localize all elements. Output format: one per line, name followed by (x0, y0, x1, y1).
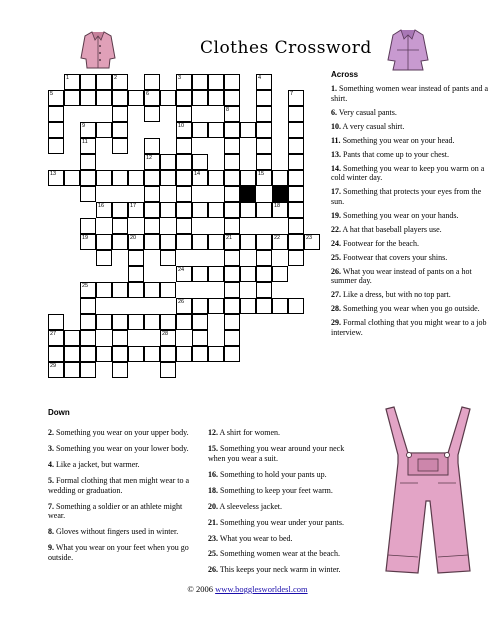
clue-text: A hat that baseball players use. (341, 224, 442, 234)
clue-number: 18 (274, 202, 281, 209)
clue-number-label: 9. (48, 543, 54, 553)
clue-number: 16 (98, 202, 105, 209)
grid-cell[interactable] (112, 234, 128, 250)
clue-text: Footwear for the beach. (341, 238, 419, 248)
across-clue (331, 304, 489, 314)
down-clue (208, 518, 363, 528)
clue-number-label: 10. (331, 121, 341, 131)
clue-text: Something to keep your feet warm. (218, 485, 333, 495)
grid-cell[interactable] (112, 122, 128, 138)
down-clue (208, 534, 363, 544)
grid-cell[interactable] (80, 170, 96, 186)
grid-cell[interactable] (48, 122, 64, 138)
down-clue (208, 486, 363, 496)
clue-number-label: 19. (331, 210, 341, 220)
across-clue (331, 290, 489, 300)
grid-cell[interactable] (256, 90, 272, 106)
clue-number-label: 7. (48, 501, 54, 511)
clue-text: Something to hold your pants up. (218, 469, 327, 479)
grid-cell[interactable] (240, 266, 256, 282)
lavender-jacket-icon (385, 26, 431, 72)
grid-cell[interactable] (144, 282, 160, 298)
across-clue (331, 84, 489, 103)
grid-cell[interactable] (256, 202, 272, 218)
clue-number: 6 (146, 90, 150, 97)
clue-text: Pants that come up to your chest. (341, 149, 449, 159)
grid-cell[interactable] (160, 250, 176, 266)
clue-number-label: 28. (331, 304, 341, 314)
clue-text: Something that protects your eyes from the sun. (331, 187, 482, 206)
clue-number-label: 16. (208, 469, 218, 479)
grid-cell[interactable] (224, 186, 240, 202)
black-cell (272, 186, 288, 202)
grid-cell[interactable] (112, 138, 128, 154)
grid-cell[interactable] (208, 202, 224, 218)
grid-cell[interactable] (80, 346, 96, 362)
clue-number-label: 24. (331, 238, 341, 248)
grid-cell[interactable] (288, 234, 304, 250)
clue-number: 29 (50, 362, 57, 369)
grid-cell[interactable] (144, 138, 160, 154)
grid-cell[interactable] (240, 234, 256, 250)
clue-text: Something women wear at the beach. (218, 549, 340, 559)
down-heading: Down (48, 408, 70, 417)
grid-cell[interactable] (112, 362, 128, 378)
clue-number-label: 25. (331, 252, 341, 262)
grid-cell[interactable] (112, 170, 128, 186)
grid-cell[interactable] (160, 234, 176, 250)
page-title: Clothes Crossword (200, 38, 372, 58)
clue-number-label: 4. (48, 459, 54, 469)
grid-cell[interactable] (144, 314, 160, 330)
grid-cell[interactable] (176, 106, 192, 122)
grid-cell[interactable] (96, 74, 112, 90)
grid-cell[interactable] (144, 74, 160, 90)
grid-cell[interactable] (240, 122, 256, 138)
grid-cell[interactable] (48, 346, 64, 362)
grid-cell[interactable] (208, 298, 224, 314)
grid-cell[interactable] (288, 170, 304, 186)
clue-number: 1 (66, 74, 70, 81)
grid-cell[interactable] (224, 298, 240, 314)
across-clue (331, 164, 489, 183)
grid-cell[interactable] (208, 266, 224, 282)
grid-cell[interactable] (288, 186, 304, 202)
across-clue (331, 136, 489, 146)
down-clue (208, 444, 363, 463)
grid-cell[interactable] (112, 346, 128, 362)
grid-cell[interactable] (96, 314, 112, 330)
clue-number-label: 8. (48, 527, 54, 537)
clue-text: Formal clothing that you might wear to a job interview. (331, 318, 487, 337)
grid-cell[interactable] (144, 234, 160, 250)
clue-text: Footwear that covers your shins. (341, 252, 448, 262)
clue-number-label: 29. (331, 318, 341, 328)
footer (0, 584, 495, 594)
grid-cell[interactable] (240, 298, 256, 314)
clue-text: What you wear to bed. (218, 533, 293, 543)
grid-cell[interactable] (160, 282, 176, 298)
down-clue (208, 502, 363, 512)
grid-cell[interactable] (80, 90, 96, 106)
grid-cell[interactable] (112, 314, 128, 330)
clue-number: 2 (114, 74, 118, 81)
grid-cell[interactable] (288, 218, 304, 234)
clue-text: Something you wear under your pants. (218, 517, 344, 527)
grid-cell[interactable] (256, 138, 272, 154)
clue-number: 26 (178, 298, 185, 305)
grid-cell[interactable] (112, 90, 128, 106)
clue-number: 19 (82, 234, 89, 241)
clue-number-label: 1. (331, 83, 337, 93)
clue-number-label: 26. (208, 565, 218, 575)
grid-cell[interactable] (112, 282, 128, 298)
grid-cell[interactable] (192, 90, 208, 106)
down-clue (208, 549, 363, 559)
clue-number-label: 5. (48, 475, 54, 485)
across-clue (331, 187, 489, 206)
grid-cell[interactable] (80, 186, 96, 202)
grid-cell[interactable] (64, 346, 80, 362)
across-clue (331, 239, 489, 249)
grid-cell[interactable] (64, 170, 80, 186)
clue-number: 25 (82, 282, 89, 289)
down-clue (48, 460, 198, 470)
grid-cell[interactable] (96, 346, 112, 362)
grid-cell[interactable] (160, 90, 176, 106)
clue-number: 28 (162, 330, 169, 337)
clue-number-label: 3. (48, 443, 54, 453)
crossword-grid (48, 74, 321, 380)
grid-cell[interactable] (160, 202, 176, 218)
grid-cell[interactable] (80, 218, 96, 234)
clue-text: Something you wear on your lower body. (54, 443, 189, 453)
clue-number-label: 17. (331, 187, 341, 197)
clue-text: Gloves without fingers used in winter. (54, 527, 179, 537)
clue-text: Something you wear on your head. (340, 135, 455, 145)
across-clue (331, 108, 489, 118)
clue-number-label: 26. (331, 266, 341, 276)
grid-cell[interactable] (96, 234, 112, 250)
grid-cell[interactable] (192, 234, 208, 250)
grid-cell[interactable] (224, 218, 240, 234)
across-clue (331, 318, 489, 337)
grid-cell[interactable] (256, 250, 272, 266)
clue-text: Something you wear on your upper body. (54, 428, 189, 437)
grid-cell[interactable] (256, 154, 272, 170)
grid-cell[interactable] (288, 122, 304, 138)
grid-cell[interactable] (256, 298, 272, 314)
across-clues (331, 70, 489, 337)
clue-number-label: 13. (331, 149, 341, 159)
clue-text: Something you wear around your neck when you wear a suit. (208, 443, 345, 463)
grid-cell[interactable] (288, 202, 304, 218)
grid-cell[interactable] (224, 170, 240, 186)
clue-number: 17 (130, 202, 137, 209)
grid-cell[interactable] (224, 122, 240, 138)
grid-cell[interactable] (112, 218, 128, 234)
down-clue (208, 470, 363, 480)
clue-number: 15 (258, 170, 265, 177)
grid-cell[interactable] (256, 282, 272, 298)
grid-cell[interactable] (208, 170, 224, 186)
grid-cell[interactable] (272, 170, 288, 186)
clue-text: Something you wear when you go outside. (341, 304, 480, 314)
clue-number-label: 12. (208, 428, 218, 437)
clue-number-label: 6. (331, 107, 337, 117)
clue-text: Formal clothing that men might wear to a wedding or graduation. (48, 475, 190, 495)
grid-cell[interactable] (272, 298, 288, 314)
grid-cell[interactable] (96, 90, 112, 106)
grid-cell[interactable] (176, 154, 192, 170)
grid-cell[interactable] (176, 202, 192, 218)
clue-number: 21 (226, 234, 233, 241)
grid-cell[interactable] (224, 90, 240, 106)
clue-text: Something women wear instead of pants and a shirt. (331, 83, 489, 103)
grid-cell[interactable] (128, 250, 144, 266)
clue-number-label: 20. (208, 501, 218, 511)
grid-cell[interactable] (160, 314, 176, 330)
clue-number: 14 (194, 170, 201, 177)
grid-cell[interactable] (224, 330, 240, 346)
clue-number: 9 (82, 122, 86, 129)
grid-cell[interactable] (96, 282, 112, 298)
clue-number: 12 (146, 154, 153, 161)
grid-cell[interactable] (96, 170, 112, 186)
grid-cell[interactable] (48, 106, 64, 122)
clue-text: Something a soldier or an athlete might wear. (48, 501, 183, 521)
clue-number: 24 (178, 266, 185, 273)
clue-number: 27 (50, 330, 57, 337)
clue-text: Something you wear to keep you warm on a cold winter day. (331, 163, 485, 183)
grid-cell[interactable] (224, 74, 240, 90)
grid-cell[interactable] (208, 346, 224, 362)
down-clues-column-2 (208, 420, 363, 575)
grid-cell[interactable] (224, 250, 240, 266)
pink-jacket-icon (78, 28, 118, 70)
grid-cell[interactable] (288, 154, 304, 170)
clue-number: 13 (50, 170, 57, 177)
grid-cell[interactable] (176, 234, 192, 250)
down-clue (48, 444, 198, 454)
across-clue (331, 122, 489, 132)
grid-cell[interactable] (288, 250, 304, 266)
grid-cell[interactable] (128, 266, 144, 282)
grid-cell[interactable] (208, 234, 224, 250)
grid-cell[interactable] (64, 330, 80, 346)
grid-cell[interactable] (240, 170, 256, 186)
grid-cell[interactable] (112, 330, 128, 346)
grid-cell[interactable] (192, 346, 208, 362)
clue-number: 10 (178, 122, 185, 129)
grid-cell[interactable] (144, 202, 160, 218)
grid-cell[interactable] (160, 170, 176, 186)
across-clue (331, 211, 489, 221)
down-clue (48, 428, 198, 438)
grid-cell[interactable] (192, 202, 208, 218)
grid-cell[interactable] (64, 362, 80, 378)
clue-number: 4 (258, 74, 262, 81)
grid-cell[interactable] (272, 266, 288, 282)
grid-cell[interactable] (80, 74, 96, 90)
clue-number-label: 15. (208, 443, 218, 453)
clue-number-label: 18. (208, 485, 218, 495)
grid-cell[interactable] (192, 74, 208, 90)
clue-number-label: 14. (331, 163, 341, 173)
grid-cell[interactable] (224, 346, 240, 362)
grid-cell[interactable] (80, 298, 96, 314)
clue-number-label: 21. (208, 517, 218, 527)
grid-cell[interactable] (224, 202, 240, 218)
grid-cell[interactable] (80, 154, 96, 170)
down-clue (48, 543, 198, 562)
grid-cell[interactable] (48, 138, 64, 154)
grid-cell[interactable] (48, 314, 64, 330)
clue-number: 5 (50, 90, 54, 97)
clue-number: 8 (226, 106, 230, 113)
clue-text: Something you wear on your hands. (341, 210, 459, 220)
grid-cell[interactable] (176, 170, 192, 186)
grid-cell[interactable] (224, 266, 240, 282)
clue-text: A very casual shirt. (341, 121, 405, 131)
grid-cell[interactable] (224, 138, 240, 154)
clue-text: Like a dress, but with no top part. (341, 290, 451, 300)
grid-cell[interactable] (160, 154, 176, 170)
grid-cell[interactable] (144, 170, 160, 186)
grid-cell[interactable] (288, 106, 304, 122)
across-clue (331, 225, 489, 235)
grid-cell[interactable] (96, 250, 112, 266)
grid-cell[interactable] (176, 346, 192, 362)
grid-cell[interactable] (256, 106, 272, 122)
clue-number: 22 (274, 234, 281, 241)
clue-number-label: 23. (208, 533, 218, 543)
clue-number: 11 (82, 138, 88, 145)
grid-cell[interactable] (176, 218, 192, 234)
grid-cell[interactable] (256, 122, 272, 138)
grid-cell[interactable] (288, 138, 304, 154)
clue-number-label: 11. (331, 135, 341, 145)
clue-number: 7 (290, 90, 294, 97)
down-clues-column-1 (48, 420, 198, 562)
clue-text: This keeps your neck warm in winter. (218, 565, 341, 575)
grid-cell[interactable] (160, 346, 176, 362)
grid-cell[interactable] (144, 218, 160, 234)
grid-cell[interactable] (192, 122, 208, 138)
website-link[interactable]: www.bogglesworldesl.com (215, 584, 308, 594)
grid-cell[interactable] (128, 90, 144, 106)
grid-cell[interactable] (208, 74, 224, 90)
grid-cell[interactable] (80, 314, 96, 330)
grid-cell[interactable] (192, 330, 208, 346)
grid-cell[interactable] (192, 154, 208, 170)
grid-cell[interactable] (176, 90, 192, 106)
copyright-text: © 2006 (187, 584, 216, 594)
clue-text: What you wear instead of pants on a hot summer day. (331, 266, 472, 286)
grid-cell[interactable] (112, 202, 128, 218)
grid-cell[interactable] (192, 298, 208, 314)
grid-cell[interactable] (224, 314, 240, 330)
grid-cell[interactable] (240, 202, 256, 218)
grid-cell[interactable] (80, 330, 96, 346)
grid-cell[interactable] (144, 346, 160, 362)
grid-cell[interactable] (144, 186, 160, 202)
clue-text: What you wear on your feet when you go outside. (48, 543, 189, 562)
grid-cell[interactable] (64, 90, 80, 106)
pink-overalls-icon (378, 405, 478, 577)
grid-cell[interactable] (128, 314, 144, 330)
grid-cell[interactable] (224, 282, 240, 298)
down-clue (208, 428, 363, 438)
grid-cell[interactable] (208, 122, 224, 138)
grid-cell[interactable] (160, 362, 176, 378)
clue-number-label: 25. (208, 549, 218, 559)
clue-number-label: 2. (48, 428, 54, 437)
across-clue (331, 253, 489, 263)
across-clue (331, 267, 489, 286)
across-clue (331, 150, 489, 160)
grid-cell[interactable] (96, 122, 112, 138)
clue-number: 20 (130, 234, 137, 241)
grid-cell[interactable] (176, 138, 192, 154)
grid-cell[interactable] (176, 314, 192, 330)
clue-text: A shirt for women. (218, 428, 280, 437)
clue-number-label: 22. (331, 224, 341, 234)
clue-text: Very casual pants. (337, 107, 397, 117)
grid-cell[interactable] (80, 362, 96, 378)
clue-number: 3 (178, 74, 182, 81)
black-cell (240, 186, 256, 202)
grid-cell[interactable] (256, 234, 272, 250)
down-clue (48, 527, 198, 537)
down-clue (208, 565, 363, 575)
grid-cell[interactable] (128, 346, 144, 362)
grid-cell[interactable] (256, 266, 272, 282)
grid-cell[interactable] (224, 154, 240, 170)
down-clue (48, 502, 198, 521)
grid-cell[interactable] (192, 266, 208, 282)
grid-cell[interactable] (192, 314, 208, 330)
clue-text: A sleeveless jacket. (218, 501, 282, 511)
grid-cell[interactable] (208, 90, 224, 106)
down-clue (48, 476, 198, 495)
grid-cell[interactable] (176, 186, 192, 202)
grid-cell[interactable] (288, 298, 304, 314)
grid-cell[interactable] (144, 106, 160, 122)
clue-text: Like a jacket, but warmer. (54, 459, 140, 469)
grid-cell[interactable] (112, 106, 128, 122)
across-heading: Across (331, 70, 359, 79)
grid-cell[interactable] (128, 170, 144, 186)
grid-cell[interactable] (128, 282, 144, 298)
clue-number-label: 27. (331, 290, 341, 300)
clue-number: 23 (306, 234, 313, 241)
